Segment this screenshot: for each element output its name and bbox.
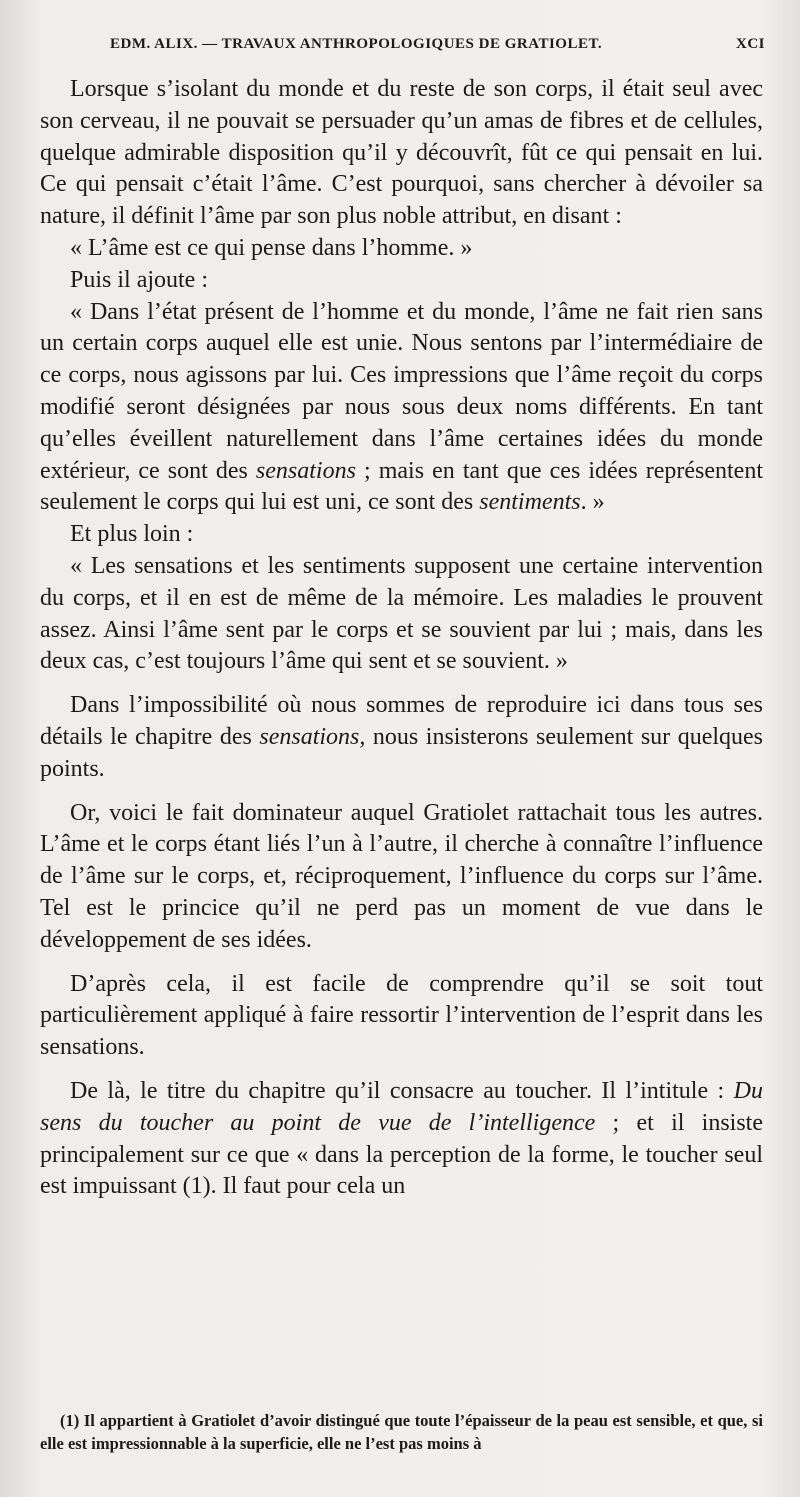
- quote-text: « Dans l’état présent de l’homme et du monde, l’âme ne fait rien sans un certain corps auquel elle est unie. Nous sentons par l’intermédiaire de ce corps, nous agissons par lui. Ces impressions que l’âme reçoit du corps modifié seront désignées par nous sous deux noms différents. En tant qu’elles éveillent naturellement dans l’âme certaines idées du monde extérieur, ce sont des: [40, 298, 763, 484]
- paragraph-toucher: [40, 1076, 763, 1203]
- footnote: [40, 1409, 763, 1455]
- paragraph-text: Dans l’impossibilité où nous sommes de reproduire ici dans tous ses détails le chapitre des: [40, 692, 763, 750]
- quote-definition: « L’âme est ce qui pense dans l’homme. »: [70, 234, 473, 261]
- body-text: [40, 74, 763, 1203]
- italic-term-sensations: sensations,: [259, 723, 366, 750]
- quote-sensations: « Les sensations et les sentiments supposent une certaine intervention du corps, et il en est de même de la mémoire. Les maladies le prouvent assez. Ainsi l’âme sent par le corps et se souvient par lui ; mais, dans les deux cas, c’est toujours l’âme qui sent et se souvient. »: [40, 552, 763, 675]
- italic-term-sentiments: sentiments: [479, 489, 581, 516]
- paragraph-puis: Puis il ajoute :: [70, 266, 208, 293]
- page-header: [40, 36, 765, 58]
- paragraph-text: ; et il insiste principalement sur ce que « dans la perception de la forme, le toucher seul est impuissant (1). Il faut pour cela un: [40, 1109, 763, 1200]
- paragraph-1: Lorsque s’isolant du monde et du reste de son corps, il était seul avec son cerveau, il ne pouvait se persuader qu’un amas de fibres et de cellules, quelque admirable disposition qu’il y découvrît, fût ce qui pensait en lui. Ce qui pensait c’était l’âme. C’est pourquoi, sans chercher à dévoiler sa nature, il définit l’âme par son plus noble attribut, en disant :: [40, 76, 763, 230]
- paragraph-impossibilite: [40, 690, 763, 785]
- italic-term-sensations: sensations: [255, 457, 356, 484]
- paragraph-fait-dominateur: Or, voici le fait dominateur auquel Gratiolet rattachait tous les autres. L’âme et le corps étant liés l’un à l’autre, il cherche à connaître l’influence de l’âme sur le corps, et, réciproquement, l’influence du corps sur l’âme. Tel est le princice qu’il ne perd pas un moment de vue dans le développement de ses idées.: [40, 799, 763, 953]
- paragraph-text: nous insisterons seulement sur quelques points.: [40, 723, 763, 782]
- running-title: EDM. ALIX. — TRAVAUX ANTHROPOLOGIQUES DE GRATIOLET.: [110, 36, 603, 52]
- italic-chapter-title: Du sens du toucher au point de vue de l’intelligence: [40, 1077, 763, 1136]
- paragraph-apres-cela: D’après cela, il est facile de comprendre qu’il se soit tout particulièrement appliqué à faire ressortir l’intervention de l’esprit dans les sensations.: [40, 970, 763, 1061]
- paragraph-plus-loin: Et plus loin :: [70, 521, 194, 548]
- quote-etat-present: [40, 297, 763, 520]
- paragraph-text: De là, le titre du chapitre qu’il consacre au toucher. Il l’intitule :: [70, 1077, 734, 1104]
- quote-text: . »: [580, 489, 605, 516]
- quote-text: ; mais en tant que ces idées représentent seulement le corps qui lui est uni, ce sont des: [40, 457, 763, 516]
- page-number: XCI: [735, 36, 765, 52]
- footnote-text: (1) Il appartient à Gratiolet d’avoir distingué que toute l’épaisseur de la peau est sensible, et que, si elle est impressionnable à la superficie, elle ne l’est pas moins à: [40, 1411, 763, 1453]
